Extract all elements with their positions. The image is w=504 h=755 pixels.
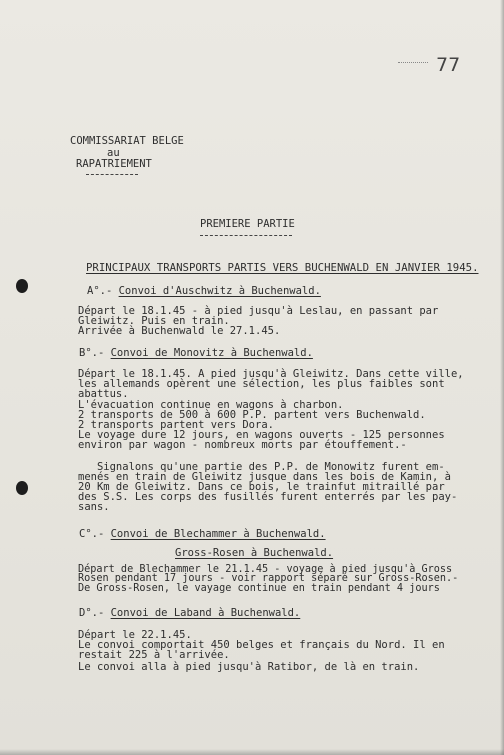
section-b-line: 2 transports partent vers Dora. bbox=[78, 419, 274, 431]
section-b-line: 20 Km de Gleiwitz. Dans ce bois, le trainfut mitraillé par bbox=[78, 481, 445, 493]
section-b-title: Convoi de Monovitz à Buchenwald. bbox=[110, 347, 313, 359]
section-d-line: Le convoi comportait 450 belges et français du Nord. Il en bbox=[78, 639, 445, 651]
section-a-line: Arrivée à Buchenwald le 27.1.45. bbox=[78, 325, 281, 337]
section-c-heading bbox=[79, 529, 326, 539]
section-a-prefix: A°.- bbox=[87, 285, 119, 297]
section-b-line: abattus. bbox=[78, 388, 129, 400]
section-b-line: 2 transports de 500 à 600 P.P. partent vers Buchenwald. bbox=[78, 409, 426, 421]
section-c-title: Convoi de Blechammer à Buchenwald. bbox=[110, 528, 326, 540]
page-bottom-shadow bbox=[0, 749, 504, 755]
header-line-2: au bbox=[107, 147, 120, 159]
page-edge-shadow bbox=[500, 0, 504, 755]
header-line-3: RAPATRIEMENT bbox=[76, 158, 152, 170]
section-c-line: De Gross-Rosen, le vayage continue en train pendant 4 jours bbox=[78, 583, 440, 594]
punch-hole-top bbox=[16, 279, 28, 293]
section-a-heading bbox=[87, 286, 321, 296]
section-b-line: environ par wagon - nombreux morts par étouffement.- bbox=[78, 439, 407, 451]
section-b-line: des S.S. Les corps des fusillés furent enterrés par les pay- bbox=[78, 491, 458, 503]
section-d-line: restait 225 à l'arrivée. bbox=[78, 649, 230, 661]
faint-mark bbox=[398, 62, 428, 63]
section-c-line: Rosen pendant 17 jours - voir rapport séparé sur Gross-Rosen.- bbox=[78, 573, 459, 584]
section-b-line: menés en train de Gleiwitz jusque dans les bois de Kamin, à bbox=[78, 471, 451, 483]
section-b-line: Départ le 18.1.45. A pied jusqu'à Gleiwitz. Dans cette ville, bbox=[78, 368, 464, 380]
section-a-line: Gleiwitz. Puis en train. bbox=[78, 315, 230, 327]
header-divider bbox=[86, 174, 138, 175]
section-b-line: Le voyage dure 12 jours, en wagons ouverts - 125 personnes bbox=[78, 429, 445, 441]
section-c-line: Départ de Blechammer le 21.1.45 - voyage à pied jusqu'à Gross bbox=[78, 564, 453, 575]
section-d-line: Le convoi alla à pied jusqu'à Ratibor, de là en train. bbox=[78, 661, 420, 673]
section-c-prefix: C°.- bbox=[79, 528, 111, 540]
section-d-line: Départ le 22.1.45. bbox=[78, 629, 192, 641]
section-b-line: L'évacuation continue en wagons à charbon. bbox=[78, 399, 344, 411]
section-d-title: Convoi de Laband à Buchenwald. bbox=[110, 607, 301, 619]
section-b-heading bbox=[79, 348, 313, 358]
section-b-line: sans. bbox=[78, 501, 110, 513]
section-d-prefix: D°.- bbox=[79, 607, 111, 619]
main-heading: PRINCIPAUX TRANSPORTS PARTIS VERS BUCHENWALD EN JANVIER 1945. bbox=[86, 261, 479, 274]
part-title: PREMIERE PARTIE bbox=[200, 218, 295, 230]
section-d-heading bbox=[79, 608, 300, 618]
section-c-subtitle: Gross-Rosen à Buchenwald. bbox=[175, 547, 334, 559]
section-b-line: les allemands opèrent une sélection, les plus faibles sont bbox=[78, 378, 445, 390]
punch-hole-bottom bbox=[16, 481, 28, 495]
section-b-line: Signalons qu'une partie des P.P. de Monowitz furent em- bbox=[78, 461, 445, 473]
header-line-1: COMMISSARIAT BELGE bbox=[70, 135, 184, 147]
section-b-prefix: B°.- bbox=[79, 347, 111, 359]
section-a-line: Départ le 18.1.45 - à pied jusqu'à Leslau, en passant par bbox=[78, 305, 439, 317]
page-number: 77 bbox=[436, 54, 461, 76]
section-a-title: Convoi d'Auschwitz à Buchenwald. bbox=[118, 285, 321, 297]
part-title-divider bbox=[200, 235, 292, 236]
